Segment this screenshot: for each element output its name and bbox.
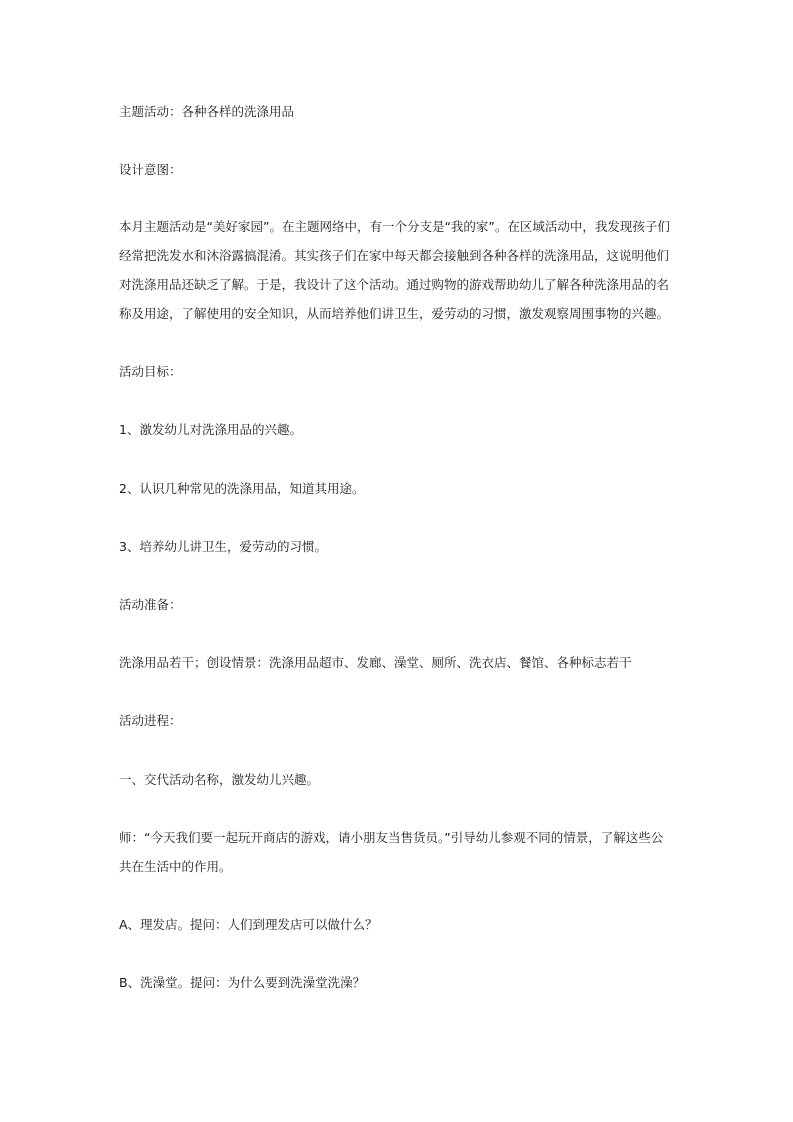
process-item-b: B、洗澡堂。提问：为什么要到洗澡堂洗澡？ (119, 975, 366, 990)
prep-paragraph: 洗涤用品若干；创设情景：洗涤用品超市、发廊、澡堂、厕所、洗衣店、餐馆、各种标志若干 (119, 655, 632, 670)
process-step-1: 一、交代活动名称，激发幼儿兴趣。 (119, 772, 320, 787)
teacher-dialogue: 师：“今天我们要一起玩开商店的游戏，请小朋友当售货员。”引导幼儿参观不同的情景，了解这些公共在生活中的作用。 (119, 830, 664, 874)
goal-item-1: 1、激发幼儿对洗涤用品的兴趣。 (119, 422, 302, 437)
prep-heading: 活动准备： (119, 597, 182, 612)
design-intent-heading: 设计意图： (119, 162, 182, 177)
goals-heading: 活动目标： (119, 364, 182, 379)
document-title: 主题活动：各种各样的洗涤用品 (119, 104, 295, 119)
goal-item-3: 3、培养幼儿讲卫生，爱劳动的习惯。 (119, 539, 327, 554)
process-heading: 活动进程： (119, 713, 182, 728)
design-intent-paragraph: 本月主题活动是“美好家园”。在主题网络中，有一个分支是“我的家”。在区域活动中，我发现孩子们经常把洗发水和沐浴露搞混淆。其实孩子们在家中每天都会接触到各种各样的洗涤用品，这说明他们对洗涤用品还缺乏了解。于是，我设计了这个活动。通过购物的游戏帮助幼儿了解各种洗涤用品的名称及用途，了解使用的安全知识，从而培养他们讲卫生，爱劳动的习惯，激发观察周围事物的兴趣。 (119, 219, 670, 321)
process-item-a: A、理发店。提问：人们到理发店可以做什么？ (119, 917, 378, 932)
goal-item-2: 2、认识几种常见的洗涤用品，知道其用途。 (119, 481, 365, 496)
